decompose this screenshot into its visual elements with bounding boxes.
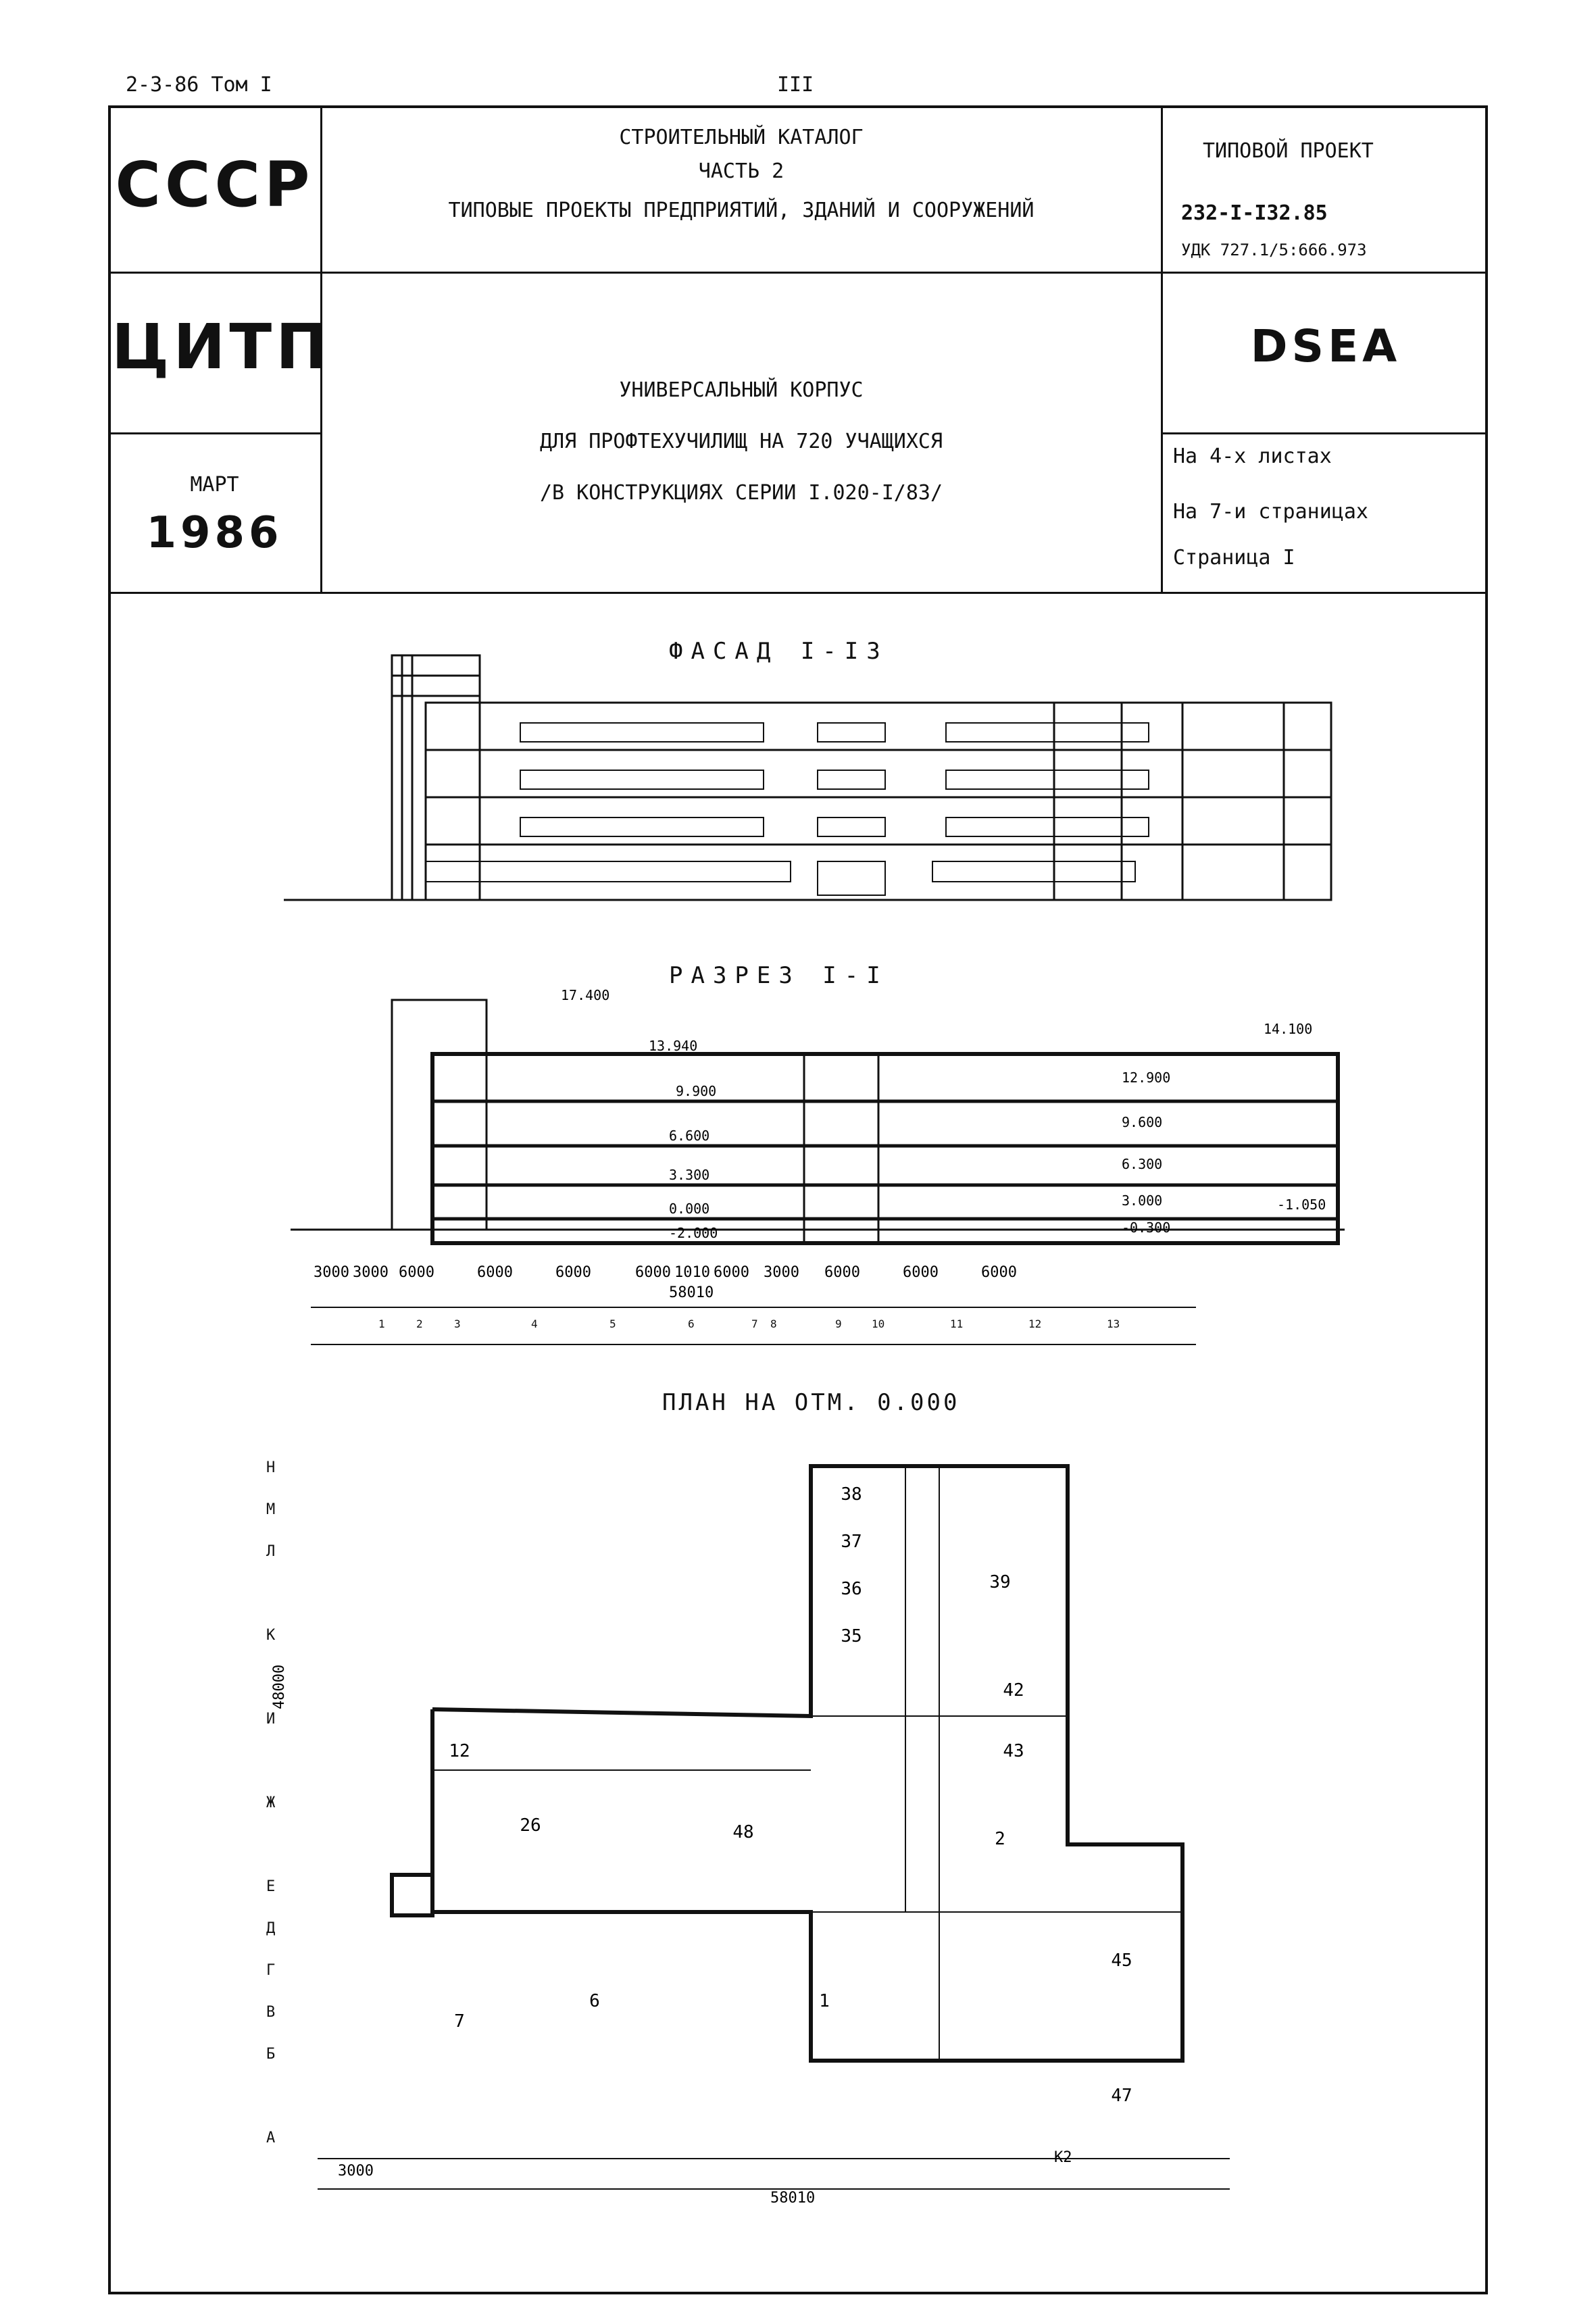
axis-8: 8	[770, 1317, 777, 1330]
row-axis-и: И	[266, 1711, 276, 1728]
rule	[108, 432, 322, 434]
pages-count: На 7-и страницах	[1173, 500, 1368, 524]
row-axis-н: Н	[266, 1459, 276, 1476]
room-48: 48	[732, 1822, 754, 1842]
level-3300: 3.300	[669, 1167, 710, 1183]
rule	[1162, 432, 1488, 434]
facade-title: ФАСАД I-I3	[669, 638, 889, 665]
axis-12: 12	[1028, 1317, 1042, 1330]
dim-7: 1010	[674, 1264, 710, 1281]
room-45: 45	[1111, 1951, 1132, 1971]
level-6300: 6.300	[1122, 1156, 1163, 1172]
room-6: 6	[589, 1991, 600, 2011]
axis-10: 10	[872, 1317, 885, 1330]
sheets-count: На 4-х листах	[1173, 445, 1332, 468]
plan-total-length: 58010	[770, 2190, 816, 2207]
dim-5: 6000	[555, 1264, 591, 1281]
project-title-1: УНИВЕРСАЛЬНЫЙ КОРПУС	[619, 378, 864, 402]
plan-title: ПЛАН НА ОТМ. 0.000	[662, 1389, 960, 1416]
org-label: ЦИТП	[111, 311, 332, 383]
floor-plan-drawing	[257, 1426, 1405, 2223]
axis-5: 5	[609, 1317, 616, 1330]
axis-1: 1	[378, 1317, 385, 1330]
row-axis-л: Л	[266, 1543, 276, 1560]
row-axis-б: Б	[266, 2046, 276, 2063]
dim-10: 6000	[824, 1264, 860, 1281]
country-label: СССР	[115, 149, 314, 221]
room-26: 26	[520, 1815, 541, 1836]
plan-mark-k2: К2	[1054, 2149, 1072, 2166]
level-minus-1050: -1.050	[1277, 1197, 1326, 1213]
room-1: 1	[819, 1991, 830, 2011]
row-axis-д: Д	[266, 1920, 276, 1937]
room-37: 37	[841, 1532, 862, 1552]
dim-1: 3000	[314, 1264, 349, 1281]
dim-3: 6000	[399, 1264, 434, 1281]
room-38: 38	[841, 1484, 862, 1505]
rule	[108, 592, 1488, 594]
level-0000: 0.000	[669, 1201, 710, 1217]
level-6600: 6.600	[669, 1128, 710, 1144]
axis-7: 7	[751, 1317, 758, 1330]
level-minus-0300: -0.300	[1122, 1219, 1171, 1236]
dim-6: 6000	[635, 1264, 671, 1281]
catalog-line-1: СТРОИТЕЛЬНЫЙ КАТАЛОГ	[619, 126, 864, 149]
section-axis-row	[378, 1317, 1189, 1350]
axis-9: 9	[835, 1317, 842, 1330]
level-14100: 14.100	[1264, 1021, 1313, 1037]
axis-13: 13	[1107, 1317, 1120, 1330]
row-axis-ж: Ж	[266, 1794, 276, 1811]
plan-total-height: 48000	[271, 1664, 288, 1709]
level-9600: 9.600	[1122, 1114, 1163, 1130]
dim-4: 6000	[477, 1264, 513, 1281]
level-3000: 3.000	[1122, 1192, 1163, 1209]
rule	[1161, 105, 1163, 593]
project-number: 232-I-I32.85	[1181, 201, 1328, 225]
plan-row-axes	[266, 1459, 307, 2146]
plan-dim-1: 3000	[338, 2163, 374, 2180]
year-label: 1986	[146, 508, 283, 558]
room-47: 47	[1111, 2086, 1132, 2106]
row-axis-к: К	[266, 1627, 276, 1644]
project-title-3: /В КОНСТРУКЦИЯХ СЕРИИ I.020-I/83/	[539, 481, 943, 505]
axis-2: 2	[416, 1317, 423, 1330]
udk-code: УДК 727.1/5:666.973	[1181, 241, 1367, 259]
row-axis-м: М	[266, 1501, 276, 1518]
level-13940: 13.940	[649, 1038, 698, 1054]
project-code: DSEA	[1250, 320, 1401, 372]
sheet-code: 2-3-86 Том I	[126, 73, 272, 97]
axis-3: 3	[454, 1317, 461, 1330]
row-axis-е: Е	[266, 1878, 276, 1895]
axis-6: 6	[688, 1317, 695, 1330]
level-9900: 9.900	[676, 1083, 717, 1099]
row-axis-в: В	[266, 2004, 276, 2021]
rule	[108, 272, 1488, 274]
facade-drawing	[284, 649, 1311, 912]
room-43: 43	[1003, 1741, 1024, 1761]
total-length: 58010	[669, 1284, 714, 1301]
level-17400: 17.400	[561, 987, 610, 1003]
project-label: ТИПОВОЙ ПРОЕКТ	[1203, 139, 1374, 163]
row-axis-г: Г	[266, 1962, 276, 1979]
axis-11: 11	[950, 1317, 964, 1330]
month-label: МАРТ	[190, 473, 239, 497]
dim-11: 6000	[903, 1264, 939, 1281]
level-12900: 12.900	[1122, 1070, 1171, 1086]
room-36: 36	[841, 1579, 862, 1599]
room-35: 35	[841, 1626, 862, 1646]
page-index: Страница I	[1173, 546, 1295, 570]
page-number: III	[777, 73, 814, 97]
room-39: 39	[989, 1572, 1011, 1592]
dim-2: 3000	[353, 1264, 389, 1281]
level-minus-2000: -2.000	[669, 1225, 718, 1241]
dim-9: 3000	[764, 1264, 799, 1281]
axis-4: 4	[531, 1317, 538, 1330]
dim-12: 6000	[981, 1264, 1017, 1281]
catalog-line-2: ЧАСТЬ 2	[698, 159, 784, 183]
room-7: 7	[454, 2011, 465, 2032]
room-9: 12	[449, 1741, 470, 1761]
catalog-line-3: ТИПОВЫЕ ПРОЕКТЫ ПРЕДПРИЯТИЙ, ЗДАНИЙ И СООРУЖЕНИЙ	[448, 199, 1034, 222]
room-2: 2	[995, 1829, 1005, 1849]
project-title-2: ДЛЯ ПРОФТЕХУЧИЛИЩ НА 720 УЧАЩИХСЯ	[539, 430, 943, 453]
dim-8: 6000	[714, 1264, 749, 1281]
row-axis-а: А	[266, 2130, 276, 2146]
room-42: 42	[1003, 1680, 1024, 1701]
section-title: РАЗРЕЗ I-I	[669, 962, 889, 989]
